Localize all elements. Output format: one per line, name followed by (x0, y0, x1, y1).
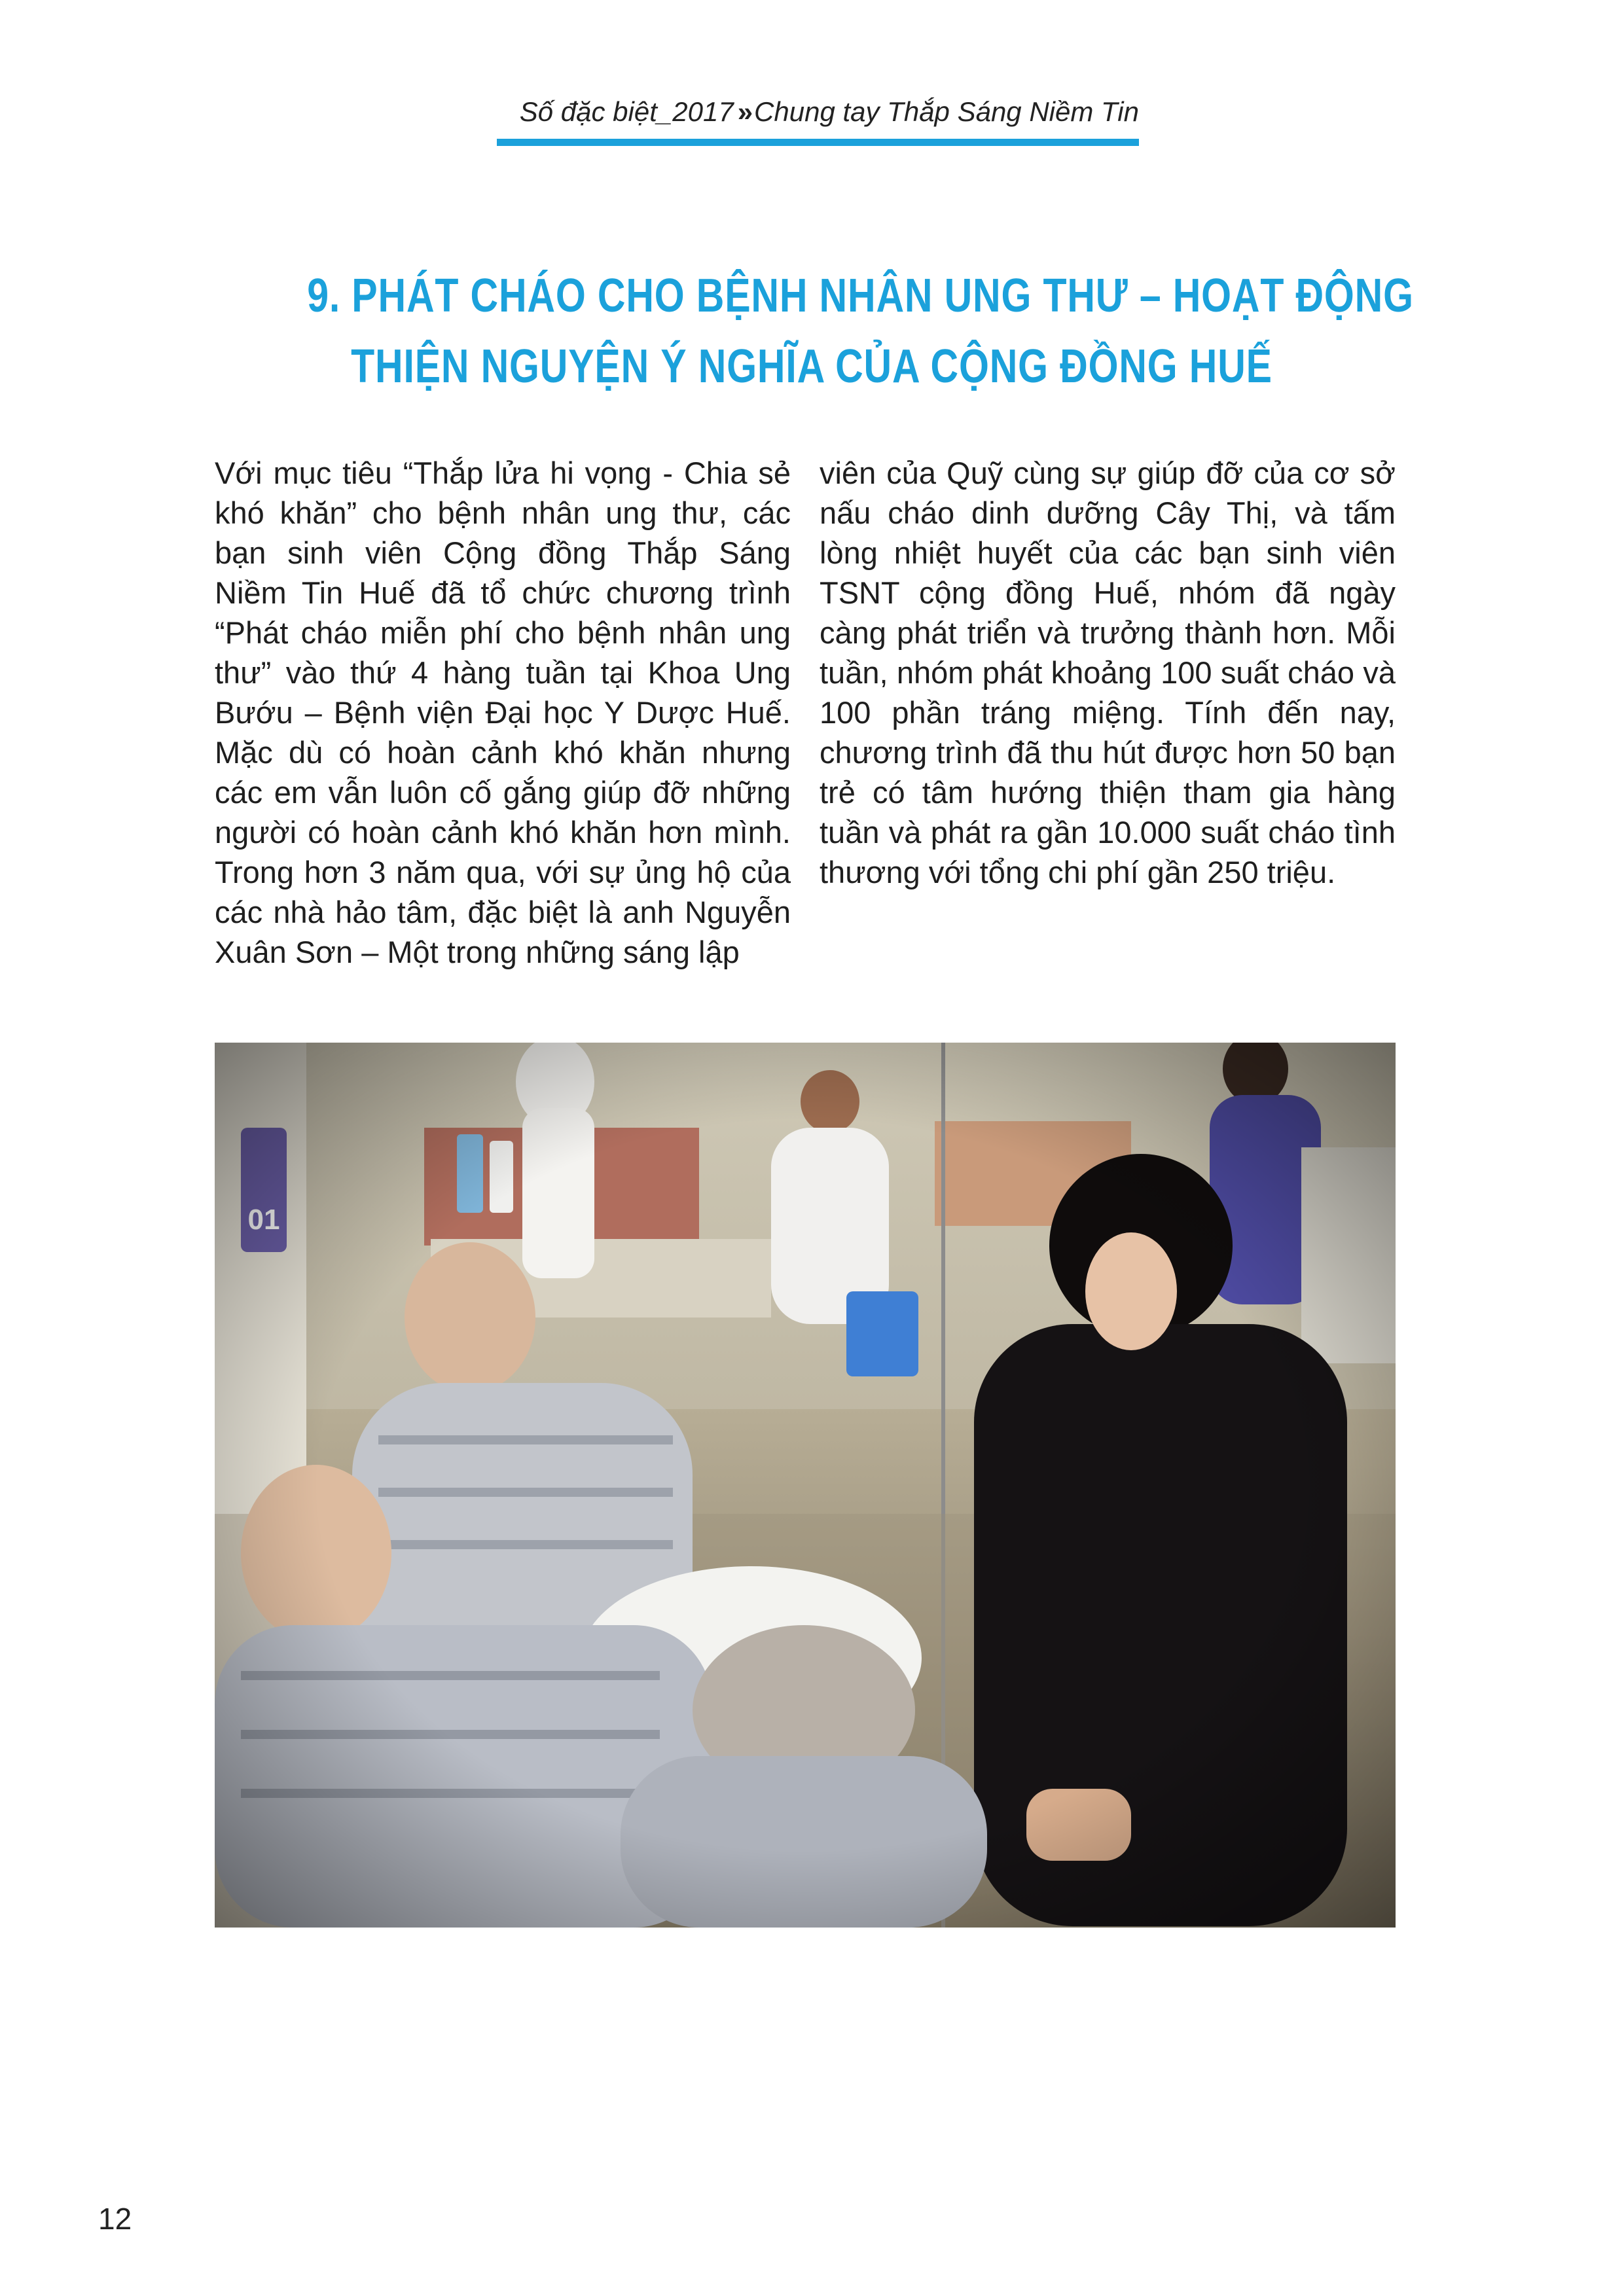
chevron-double-right-icon: » (737, 96, 751, 127)
header-rule (497, 139, 1139, 146)
page-number: 12 (98, 2202, 132, 2236)
article-title (307, 260, 1414, 402)
hospital-ward-photo (215, 1043, 1396, 1928)
title-line-2: THIỆN NGUYỆN Ý NGHĨA CỦA CỘNG ĐỒNG HUẾ (351, 340, 1272, 393)
body-text-right-column: viên của Quỹ cùng sự giúp đỡ của cơ sở nấu cháo dinh dưỡng Cây Thị, và tấm lòng nhiệt huyết của các bạn sinh viên TSNT cộng đồng Huế, nhóm đã ngày càng phát triển và trưởng thành hơn. Mỗi tuần, nhóm phát khoảng 100 suất cháo và 100 phần tráng miệng. Tính đến nay, chương trình đã thu hút được hơn 50 bạn trẻ có tâm hướng thiện tham gia hàng tuần và phát ra gần 10.000 suất cháo tình thương với tổng chi phí gần 250 triệu. (820, 456, 1396, 889)
body-text-left-column: Với mục tiêu “Thắp lửa hi vọng - Chia sẻ khó khăn” cho bệnh nhân ung thư, các bạn sinh viên Cộng đồng Thắp Sáng Niềm Tin Huế đã tổ chức chương trình “Phát cháo miễn phí cho bệnh nhân ung thư” vào thứ 4 hàng tuần tại Khoa Ung Bướu – Bệnh viện Đại học Y Dược Huế. Mặc dù có hoàn cảnh khó khăn nhưng các em vẫn luôn cố gắng giúp đỡ những người có hoàn cảnh khó khăn hơn mình. Trong hơn 3 năm qua, với sự ủng hộ của các nhà hảo tâm, đặc biệt là anh Nguyễn Xuân Sơn – Một trong những sáng lập (215, 456, 791, 969)
running-header (0, 94, 1139, 130)
issue-label: Số đặc biệt_2017 (519, 96, 734, 127)
title-line-1: 9. PHÁT CHÁO CHO BỆNH NHÂN UNG THƯ – HOẠT ĐỘNG (307, 270, 1414, 322)
section-label: Chung tay Thắp Sáng Niềm Tin (754, 96, 1139, 127)
article-photo (215, 1043, 1396, 1928)
